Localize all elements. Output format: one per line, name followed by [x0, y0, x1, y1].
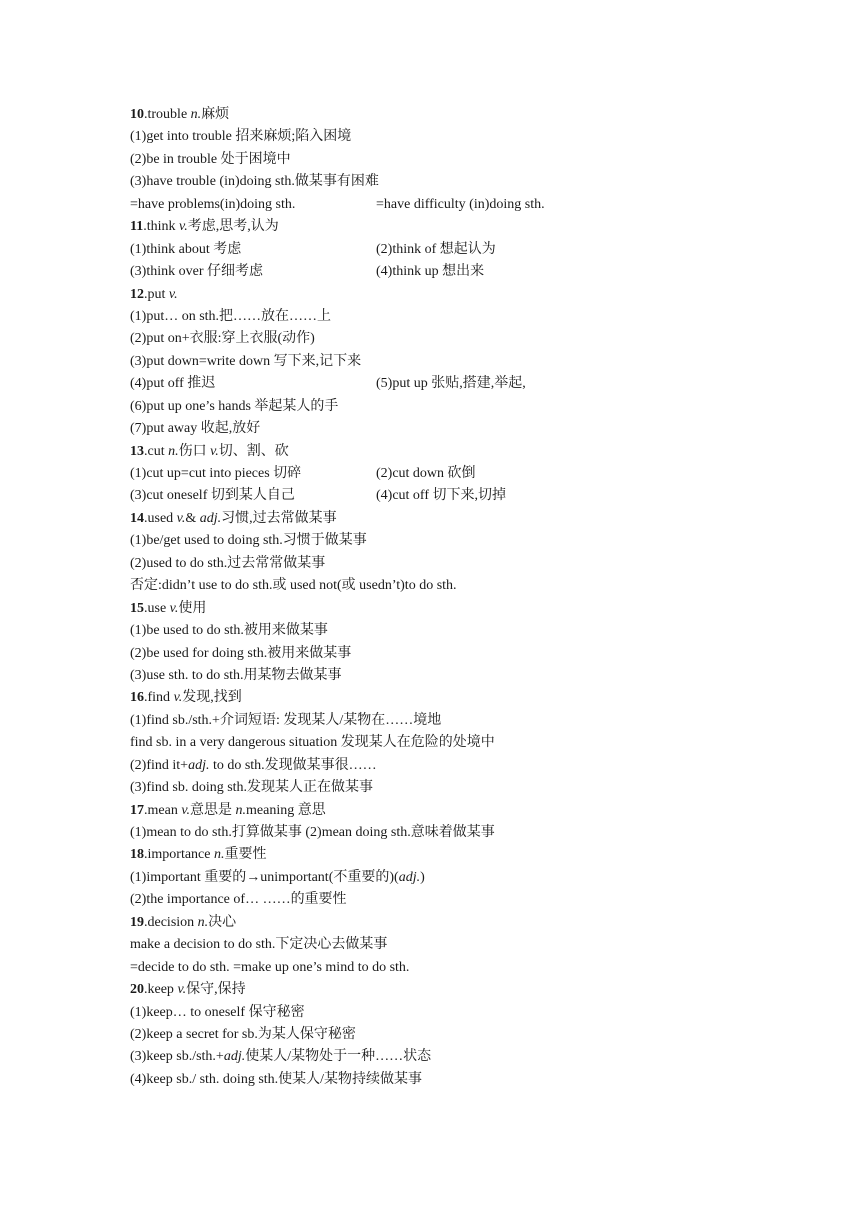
- text-line: [130, 1024, 830, 1046]
- entry-number: 11: [130, 219, 144, 235]
- line-text: 使某人/某物处于一种……状态: [245, 1049, 432, 1065]
- text-line: [130, 934, 830, 956]
- entry-word: .decision: [144, 914, 198, 930]
- line-text: (2)find it+: [130, 757, 189, 773]
- entry-word: .cut: [144, 443, 169, 459]
- part-of-speech: adj.: [398, 869, 421, 885]
- line-text: (3)have trouble (in)doing sth.做某事有困难: [130, 174, 379, 190]
- line-text: (4)keep sb./ sth. doing sth.使某人/某物持续做某事: [130, 1071, 423, 1087]
- part-of-speech: v.: [181, 802, 191, 818]
- text-line: [130, 867, 830, 889]
- entry-word: .used: [144, 510, 177, 526]
- entry-heading: [130, 284, 830, 306]
- text-line: [130, 194, 830, 216]
- entry-meaning: meaning 意思: [246, 802, 326, 818]
- line-column-1: (1)think about 考虑: [130, 241, 242, 257]
- line-text: ): [420, 869, 425, 885]
- text-line: [130, 239, 830, 261]
- text-line: [130, 822, 830, 844]
- line-column-2: (5)put up 张贴,搭建,举起,: [376, 376, 526, 392]
- text-line: [130, 396, 830, 418]
- line-text: (1)keep… to oneself 保守秘密: [130, 1004, 305, 1020]
- text-line: [130, 665, 830, 687]
- line-text: (3)keep sb./sth.+: [130, 1049, 224, 1065]
- text-line: [130, 485, 830, 507]
- part-of-speech: n.: [235, 802, 247, 818]
- text-line: [130, 418, 830, 440]
- entry-number: 18: [130, 847, 144, 863]
- text-line: [130, 643, 830, 665]
- part-of-speech: v.: [210, 443, 219, 459]
- line-text: (2)be used for doing sth.被用来做某事: [130, 645, 352, 661]
- part-of-speech: v.: [176, 510, 186, 526]
- entry-word: .trouble: [144, 107, 191, 122]
- entry-heading: [130, 800, 830, 822]
- line-text: find sb. in a very dangerous situation 发现某人在危险的处境中: [130, 735, 495, 751]
- text-line: [130, 777, 830, 799]
- entry-heading: [130, 441, 830, 463]
- entry-word: .mean: [144, 802, 182, 818]
- text-line: [130, 306, 830, 328]
- part-of-speech: v.: [173, 690, 183, 706]
- line-column-2: (4)think up 想出来: [376, 264, 485, 280]
- text-line: [130, 957, 830, 979]
- part-of-speech: n.: [197, 914, 209, 930]
- entry-word: .put: [144, 286, 169, 302]
- text-line: [130, 328, 830, 350]
- text-line: [130, 261, 830, 283]
- text-line: [130, 171, 830, 193]
- entry-number: 17: [130, 802, 144, 818]
- document-body: [130, 104, 830, 1091]
- line-text: make a decision to do sth.下定决心去做某事: [130, 937, 388, 953]
- text-line: [130, 1046, 830, 1068]
- entry-heading: [130, 979, 830, 1001]
- line-text: (3)use sth. to do sth.用某物去做某事: [130, 667, 342, 683]
- line-text: 否定:didn’t use to do sth.或 used not(或 usedn’t)to do sth.: [130, 578, 457, 594]
- text-line: [130, 710, 830, 732]
- entry-heading: [130, 104, 830, 126]
- entry-word: .use: [144, 600, 170, 616]
- text-line: [130, 1069, 830, 1091]
- part-of-speech: v.: [177, 982, 187, 998]
- entry-heading: [130, 687, 830, 709]
- part-of-speech: adj.: [223, 1049, 246, 1065]
- line-column-2: (2)think of 想起认为: [376, 241, 496, 257]
- entry-heading: [130, 508, 830, 530]
- text-line: [130, 620, 830, 642]
- line-text: (2)used to do sth.过去常常做某事: [130, 555, 326, 571]
- part-of-speech: v.: [179, 219, 188, 235]
- entry-number: 16: [130, 690, 144, 706]
- entry-number: 10: [130, 107, 144, 122]
- line-column-1: =have problems(in)doing sth.: [130, 196, 296, 212]
- line-column-1: (3)cut oneself 切到某人自己: [130, 488, 295, 504]
- entry-meaning: 发现,找到: [182, 690, 242, 706]
- entry-meaning: 决心: [208, 914, 237, 930]
- line-text: (7)put away 收起,放好: [130, 421, 261, 437]
- part-of-speech: n.: [213, 847, 225, 863]
- text-line: [130, 530, 830, 552]
- entry-number: 19: [130, 914, 144, 930]
- entry-word: .importance: [144, 847, 214, 863]
- line-text: (1)important 重要的→unimportant(不重要的)(: [130, 869, 399, 885]
- entry-meaning: 重要性: [224, 847, 267, 863]
- entry-number: 14: [130, 510, 144, 526]
- entry-meaning: 意思是: [190, 802, 236, 818]
- entry-meaning: 使用: [178, 600, 207, 616]
- line-column-2: (4)cut off 切下来,切掉: [376, 488, 506, 504]
- line-text: (1)find sb./sth.+介词短语: 发现某人/某物在……境地: [130, 712, 442, 728]
- entry-meaning: 习惯,过去常做某事: [221, 510, 337, 526]
- line-text: (3)put down=write down 写下来,记下来: [130, 353, 362, 369]
- text-line: [130, 755, 830, 777]
- line-text: (3)find sb. doing sth.发现某人正在做某事: [130, 780, 374, 796]
- entry-word: .find: [144, 690, 174, 706]
- entry-heading: [130, 844, 830, 866]
- text-line: [130, 575, 830, 597]
- line-text: (6)put up one’s hands 举起某人的手: [130, 398, 339, 414]
- line-text: =decide to do sth. =make up one’s mind to do sth.: [130, 959, 410, 975]
- line-text: (1)get into trouble 招来麻烦;陷入困境: [130, 129, 352, 145]
- part-of-speech: n.: [168, 443, 179, 459]
- entry-heading: [130, 912, 830, 934]
- part-of-speech: adj.: [199, 510, 222, 526]
- entry-meaning: 保守,保持: [186, 982, 246, 998]
- entry-number: 15: [130, 600, 144, 616]
- text-line: [130, 351, 830, 373]
- text-line: [130, 463, 830, 485]
- line-text: (2)keep a secret for sb.为某人保守秘密: [130, 1026, 356, 1042]
- line-column-1: (3)think over 仔细考虑: [130, 264, 263, 280]
- entry-meaning: 麻烦: [201, 107, 230, 122]
- line-column-2: (2)cut down 砍倒: [376, 466, 476, 481]
- entry-meaning: 伤口: [178, 443, 211, 459]
- line-column-2: =have difficulty (in)doing sth.: [376, 196, 545, 212]
- part-of-speech: adj.: [188, 757, 210, 773]
- entry-meaning: 切、割、砍: [218, 443, 289, 459]
- entry-word: .think: [143, 219, 180, 235]
- part-of-speech: v.: [169, 600, 179, 616]
- part-of-speech: n.: [190, 107, 202, 122]
- line-text: (1)be/get used to doing sth.习惯于做某事: [130, 533, 367, 549]
- text-line: [130, 732, 830, 754]
- text-line: [130, 373, 830, 395]
- line-column-1: (1)cut up=cut into pieces 切碎: [130, 466, 302, 481]
- line-text: (2)be in trouble 处于困境中: [130, 151, 291, 167]
- line-text: to do sth.发现做某事很……: [209, 757, 377, 773]
- entry-heading: [130, 598, 830, 620]
- entry-number: 13: [130, 443, 144, 459]
- entry-heading: [130, 216, 830, 238]
- line-text: (1)be used to do sth.被用来做某事: [130, 623, 328, 639]
- text-line: [130, 149, 830, 171]
- part-of-speech: v.: [168, 286, 178, 302]
- text-line: [130, 553, 830, 575]
- line-text: (1)put… on sth.把……放在……上: [130, 308, 332, 324]
- text-line: [130, 1002, 830, 1024]
- entry-number: 20: [130, 982, 144, 998]
- entry-word: .keep: [144, 982, 178, 998]
- text-line: [130, 889, 830, 911]
- entry-number: 12: [130, 286, 144, 302]
- line-text: (2)the importance of… ……的重要性: [130, 892, 347, 908]
- line-text: (2)put on+衣服:穿上衣服(动作): [130, 331, 315, 347]
- entry-meaning: &: [185, 510, 200, 526]
- entry-meaning: 考虑,思考,认为: [187, 219, 279, 235]
- text-line: [130, 126, 830, 148]
- line-column-1: (4)put off 推迟: [130, 376, 216, 392]
- line-text: (1)mean to do sth.打算做某事 (2)mean doing sth.意味着做某事: [130, 825, 495, 840]
